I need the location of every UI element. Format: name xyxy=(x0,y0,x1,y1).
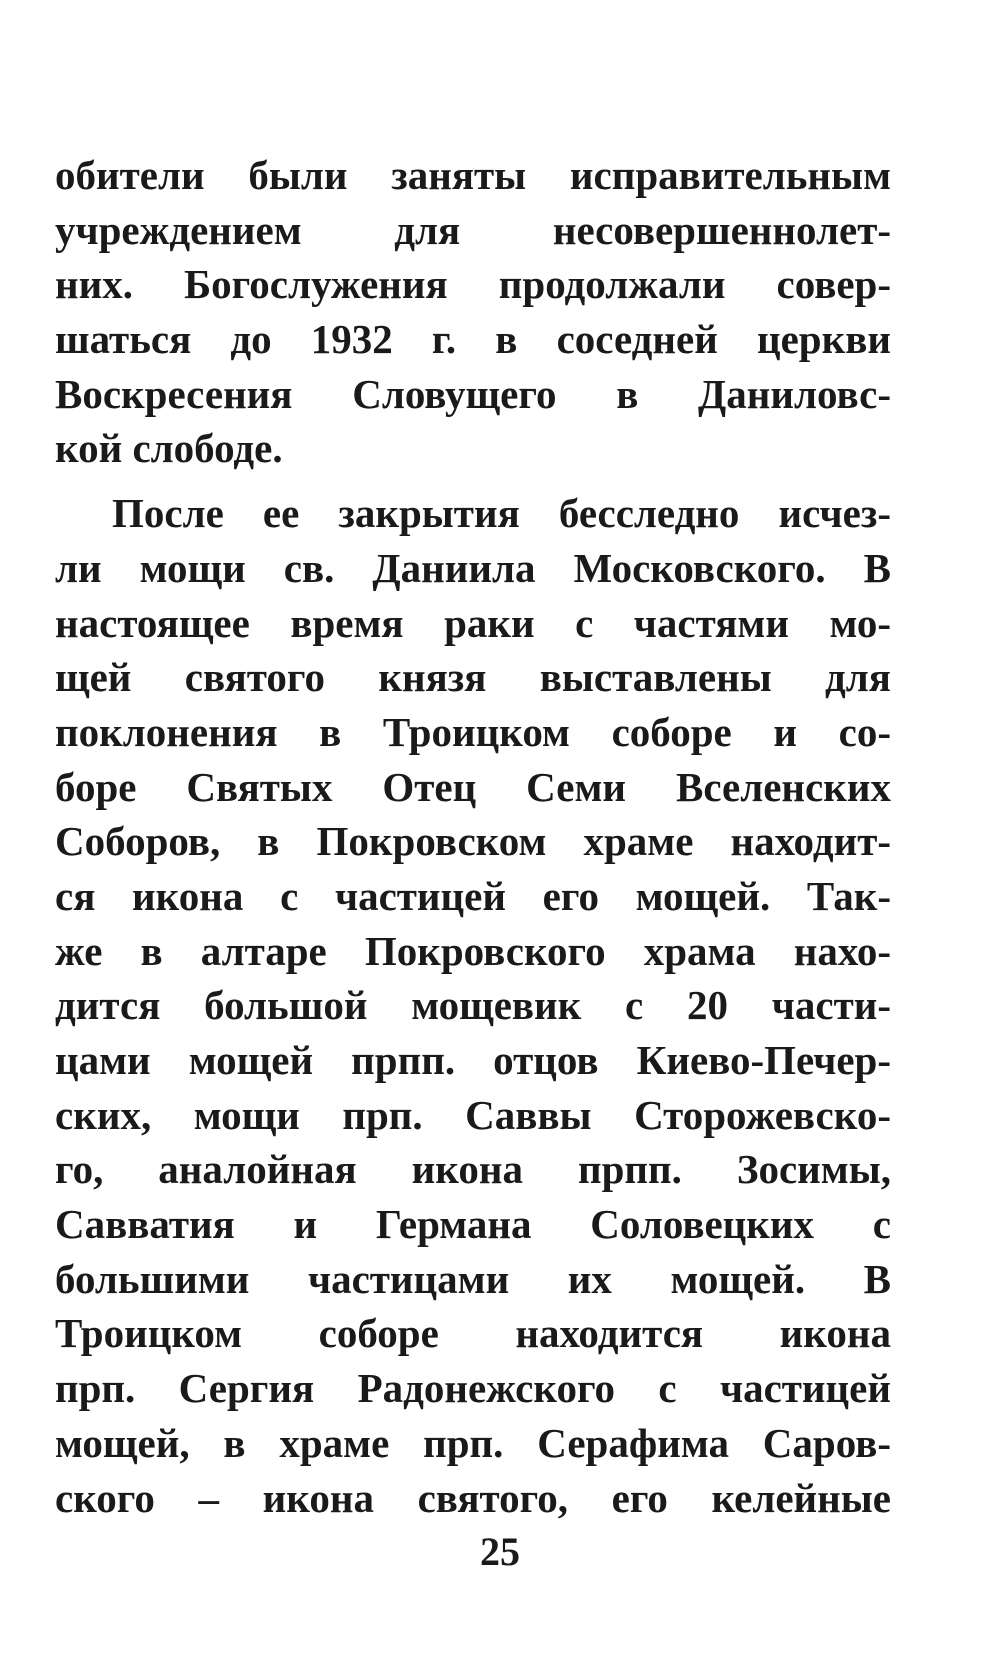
paragraph-gap xyxy=(55,476,891,486)
text-line: го, аналойная икона прпп. Зосимы, xyxy=(55,1146,891,1193)
page-number: 25 xyxy=(480,1529,520,1574)
paragraph-2 xyxy=(55,486,891,1525)
text-line: Соборов, в Покровском храме находит- xyxy=(55,818,891,865)
text-line: дится большой мощевик с 20 части- xyxy=(55,982,891,1029)
text-line: учреждением для несовершеннолет- xyxy=(55,206,891,253)
text-line: ли мощи св. Даниила Московского. В xyxy=(55,544,891,591)
text-line: мощей, в храме прп. Серафима Саров- xyxy=(55,1419,891,1466)
text-line: настоящее время раки с частями мо- xyxy=(55,599,891,646)
text-line: прп. Сергия Радонежского с частицей xyxy=(55,1365,891,1412)
text-line: кой слободе. xyxy=(55,425,283,472)
text-line: Воскресения Словущего в Даниловс- xyxy=(55,370,891,417)
text-line: Савватия и Германа Соловецких с xyxy=(55,1201,891,1248)
text-line: После ее закрытия бесследно исчез- xyxy=(112,490,891,537)
text-line: же в алтаре Покровского храма нахо- xyxy=(55,927,891,974)
body-text xyxy=(55,148,891,1525)
text-line: ских, мощи прп. Саввы Сторожевско- xyxy=(55,1091,891,1138)
text-line: большими частицами их мощей. В xyxy=(55,1255,891,1302)
text-line: ского – икона святого, его келейные xyxy=(55,1474,891,1521)
text-line: боре Святых Отец Семи Вселенских xyxy=(55,763,891,810)
text-line: ся икона с частицей его мощей. Так- xyxy=(55,872,891,919)
text-line: Троицком соборе находится икона xyxy=(55,1310,891,1357)
text-line: поклонения в Троицком соборе и со- xyxy=(55,708,891,755)
text-line: обители были заняты исправительным xyxy=(55,152,891,198)
text-line: шаться до 1932 г. в соседней церкви xyxy=(55,316,891,363)
text-line: них. Богослужения продолжали совер- xyxy=(55,261,891,308)
text-line: щей святого князя выставлены для xyxy=(55,654,891,701)
paragraph-1 xyxy=(55,148,891,476)
text-line: цами мощей прпп. отцов Киево-Печер- xyxy=(55,1037,891,1083)
